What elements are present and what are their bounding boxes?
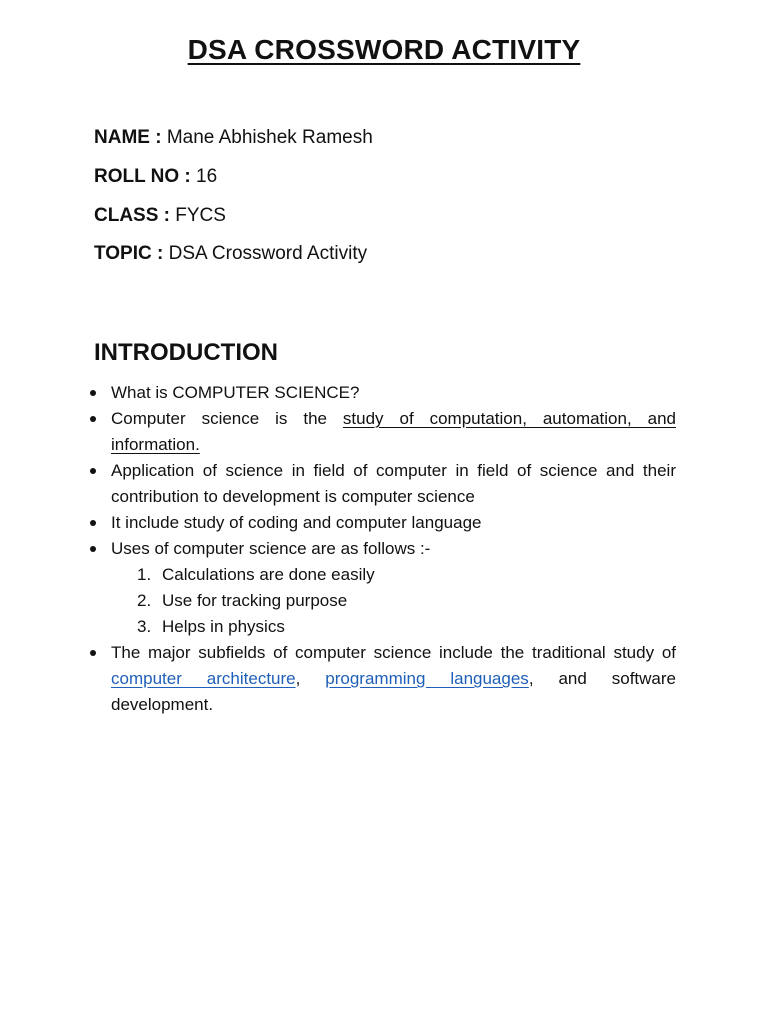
bullet-item [88, 458, 676, 510]
numbered-item [111, 562, 676, 588]
class-label: CLASS : [94, 205, 170, 226]
document-title: DSA CROSSWORD ACTIVITY [187, 34, 581, 65]
meta-topic-line [94, 243, 367, 265]
meta-name-line [94, 127, 373, 149]
item-number: 2. [137, 591, 152, 610]
class-value: FYCS [175, 205, 226, 226]
item-number: 1. [137, 565, 152, 584]
bullet-item [88, 380, 676, 406]
name-value: Mane Abhishek Ramesh [166, 127, 373, 148]
numbered-list [111, 562, 676, 640]
separator: , [295, 669, 326, 688]
introduction-content [88, 380, 676, 718]
roll-value: 16 [196, 166, 218, 187]
bullet-text: Application of science in field of computer in field of science and their contribution to development is computer science [111, 461, 676, 506]
programming-languages-link[interactable]: programming languages [325, 669, 529, 688]
bullet-item [88, 640, 676, 718]
numbered-item [111, 588, 676, 614]
item-text: Helps in physics [162, 617, 285, 636]
bullet-text: Computer science is the [111, 409, 343, 428]
bullet-item [88, 536, 676, 640]
meta-roll-line [94, 166, 217, 188]
bullet-list [88, 380, 676, 718]
item-number: 3. [137, 617, 152, 636]
computer-architecture-link[interactable]: computer architecture [111, 669, 296, 688]
numbered-item [111, 614, 676, 640]
bullet-text: The major subfields of computer science include the traditional study of [111, 643, 676, 662]
topic-label: TOPIC : [94, 243, 164, 264]
bullet-item [88, 406, 676, 458]
underlined-definition: study of computation, automation, and information. [111, 409, 676, 454]
item-text: Use for tracking purpose [162, 591, 348, 610]
bullet-text: , and software development. [111, 669, 676, 714]
bullet-text: What is COMPUTER SCIENCE? [111, 383, 360, 402]
bullet-item [88, 510, 676, 536]
item-text: Calculations are done easily [162, 565, 375, 584]
meta-class-line [94, 205, 226, 227]
section-heading-introduction: INTRODUCTION [94, 339, 278, 366]
roll-label: ROLL NO : [94, 166, 191, 187]
topic-value: DSA Crossword Activity [168, 243, 368, 264]
bullet-text: Uses of computer science are as follows :- [111, 539, 431, 558]
name-label: NAME : [94, 127, 162, 148]
bullet-text: It include study of coding and computer language [111, 513, 482, 532]
